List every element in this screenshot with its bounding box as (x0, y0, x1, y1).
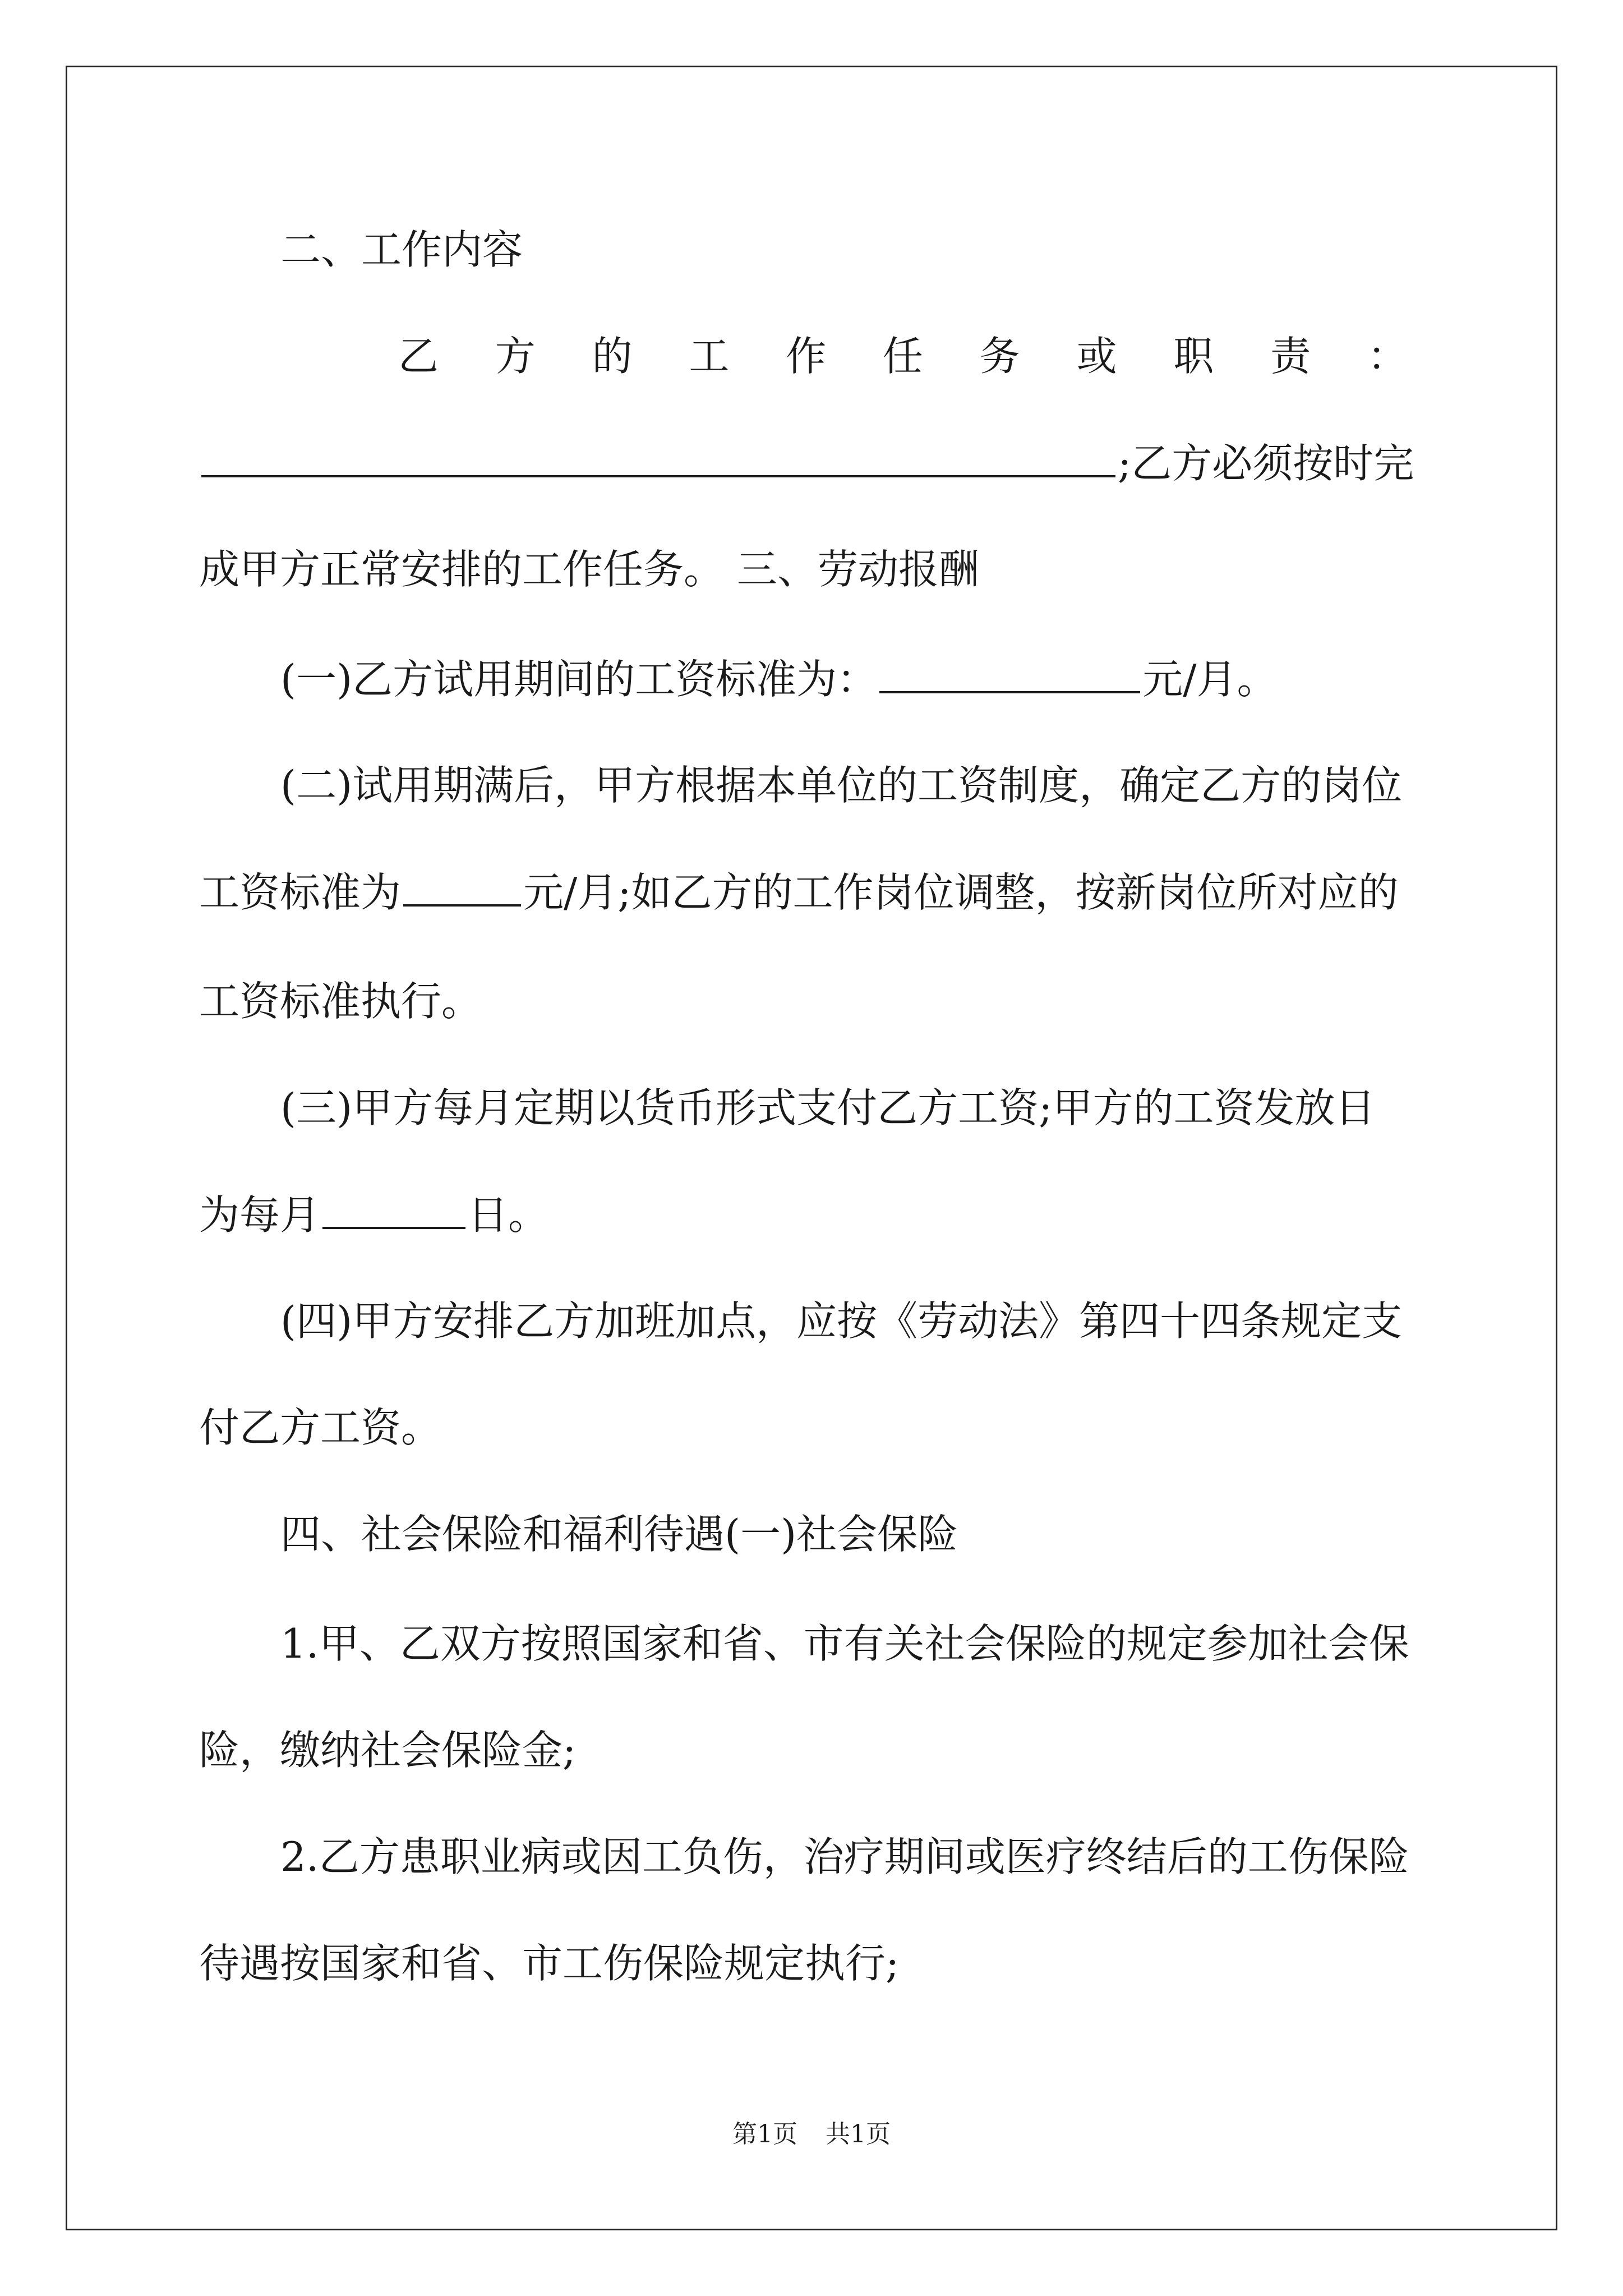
page-total: 共1页 (826, 2120, 891, 2148)
trial-salary-blank[interactable] (879, 651, 1140, 693)
duty-char: 的 (592, 333, 633, 380)
duty-char: 务 (979, 333, 1020, 380)
post-salary-blank[interactable] (403, 864, 521, 907)
page-number: 第1页 (732, 2120, 797, 2148)
pay-2-line-2 (199, 864, 1433, 920)
duty-char: 责 (1270, 333, 1311, 380)
page-border (66, 66, 1557, 2230)
duty-char: 任 (882, 333, 923, 380)
pay-4-line-2: 付乙方工资。 (199, 1404, 442, 1451)
pay-1-tail: 元/月。 (1142, 656, 1278, 703)
section-2-heading: 二、工作内容 (280, 226, 523, 273)
payday-blank[interactable] (322, 1186, 465, 1229)
insurance-1-line-2: 险，缴纳社会保险金; (199, 1727, 577, 1774)
duty-char: 职 (1173, 333, 1214, 380)
pay-2-line-2-head: 工资标准为 (199, 869, 402, 916)
duty-char: 工 (689, 333, 730, 380)
page-footer (0, 2118, 1623, 2151)
pay-2-line-1: (二)试用期满后，甲方根据本单位的工资制度，确定乙方的岗位 (280, 762, 1403, 809)
duty-blank[interactable] (201, 435, 1115, 477)
pay-3-line-2 (199, 1186, 1433, 1243)
duty-line-3: 成甲方正常安排的工作任务。 三、劳动报酬 (199, 546, 979, 593)
pay-3-line-1: (三)甲方每月定期以货币形式支付乙方工资;甲方的工资发放日 (280, 1084, 1376, 1131)
pay-3-line-2-head: 为每月 (199, 1191, 321, 1239)
pay-1 (280, 651, 1433, 707)
pay-4-line-1: (四)甲方安排乙方加班加点，应按《劳动法》第四十四条规定支 (280, 1297, 1403, 1345)
duty-char: 乙 (398, 333, 439, 380)
duty-char: 方 (495, 333, 536, 380)
insurance-2-line-2: 待遇按国家和省、市工伤保险规定执行; (199, 1940, 900, 1987)
duty-line-1 (398, 328, 1408, 384)
pay-1-head: (一)乙方试用期间的工资标准为： (280, 656, 878, 703)
duty-char: ： (1367, 333, 1408, 380)
pay-2-line-3: 工资标准执行。 (199, 978, 482, 1025)
insurance-1-line-1: 1.甲、乙双方按照国家和省、市有关社会保险的规定参加社会保 (280, 1620, 1409, 1667)
pay-2-line-2-tail: 元/月;如乙方的工作岗位调整，按新岗位所对应的 (523, 869, 1399, 916)
pay-3-line-2-tail: 日。 (468, 1191, 549, 1239)
duty-line-2 (199, 435, 1433, 491)
insurance-2-line-1: 2.乙方患职业病或因工负伤，治疗期间或医疗终结后的工伤保险 (280, 1833, 1409, 1880)
duty-char: 或 (1076, 333, 1117, 380)
duty-line-2-tail: ;乙方必须按时完 (1118, 440, 1414, 487)
duty-char: 作 (786, 333, 827, 380)
section-4-heading: 四、社会保险和福利待遇(一)社会保险 (280, 1511, 958, 1558)
